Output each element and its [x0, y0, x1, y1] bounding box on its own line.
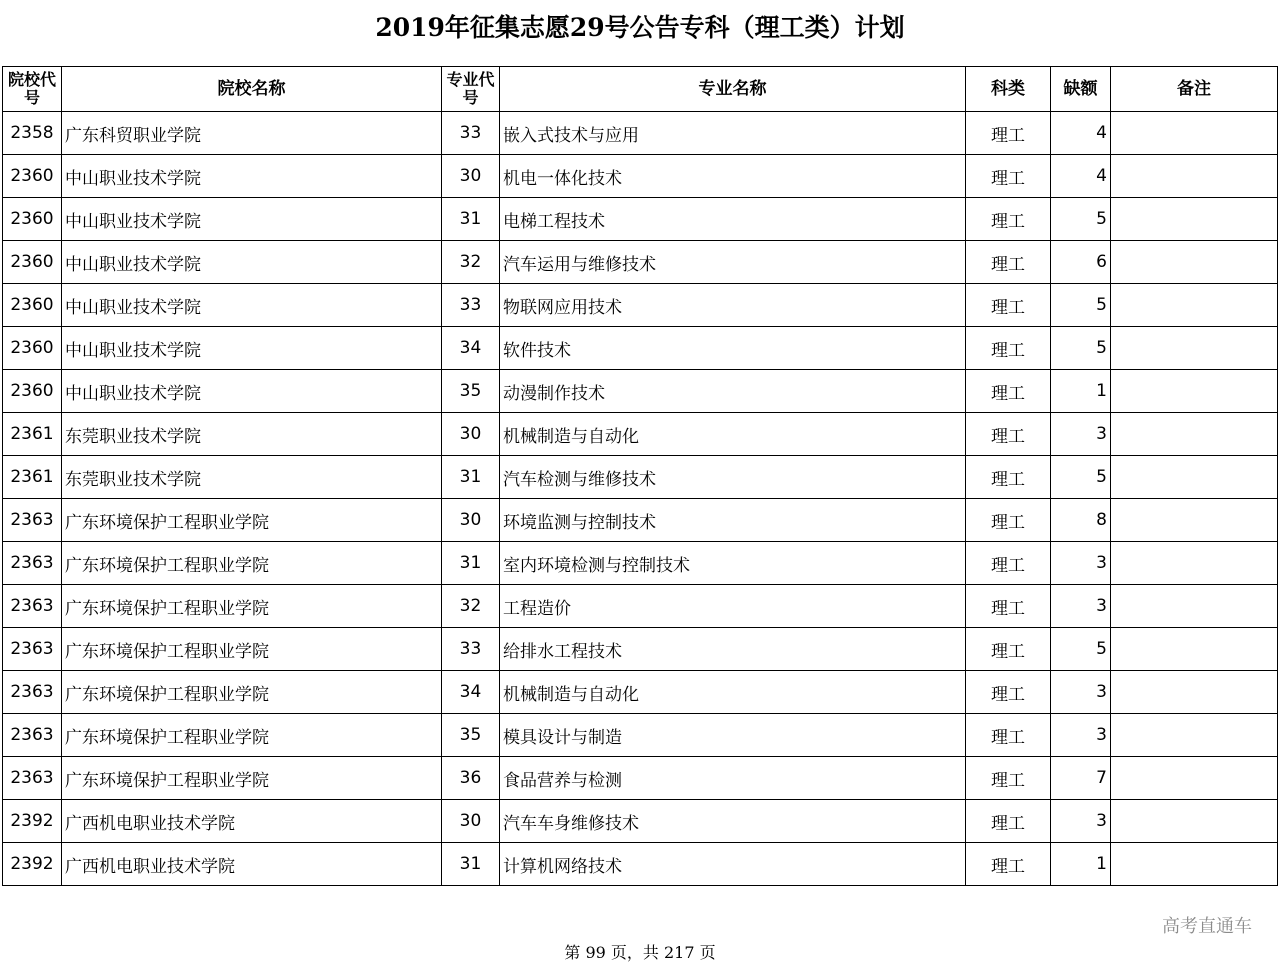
table-row	[3, 241, 1278, 284]
header-major-code: 专业代号	[442, 67, 500, 112]
cell-category: 理工	[966, 542, 1051, 585]
cell-note	[1111, 800, 1278, 843]
cell-major-name: 机械制造与自动化	[500, 671, 966, 714]
cell-major-name: 食品营养与检测	[500, 757, 966, 800]
table-row	[3, 585, 1278, 628]
cell-note	[1111, 628, 1278, 671]
cell-school-name: 广东环境保护工程职业学院	[62, 542, 442, 585]
cell-category: 理工	[966, 241, 1051, 284]
cell-note	[1111, 585, 1278, 628]
cell-category: 理工	[966, 112, 1051, 155]
cell-major-code: 34	[442, 327, 500, 370]
cell-school-code: 2360	[3, 241, 62, 284]
cell-school-name: 广东科贸职业学院	[62, 112, 442, 155]
table-row	[3, 542, 1278, 585]
cell-category: 理工	[966, 800, 1051, 843]
table-row	[3, 284, 1278, 327]
plan-table	[2, 66, 1278, 886]
cell-category: 理工	[966, 370, 1051, 413]
cell-quota: 3	[1051, 542, 1111, 585]
table-row	[3, 800, 1278, 843]
page-title: 2019年征集志愿29号公告专科（理工类）计划	[375, 13, 905, 42]
cell-school-code: 2363	[3, 542, 62, 585]
cell-category: 理工	[966, 327, 1051, 370]
cell-note	[1111, 198, 1278, 241]
cell-school-code: 2360	[3, 198, 62, 241]
cell-major-name: 给排水工程技术	[500, 628, 966, 671]
cell-school-code: 2363	[3, 628, 62, 671]
cell-quota: 3	[1051, 714, 1111, 757]
cell-quota: 4	[1051, 155, 1111, 198]
table-row	[3, 413, 1278, 456]
cell-major-code: 36	[442, 757, 500, 800]
table-row	[3, 628, 1278, 671]
cell-note	[1111, 757, 1278, 800]
cell-quota: 3	[1051, 413, 1111, 456]
cell-note	[1111, 671, 1278, 714]
cell-quota: 5	[1051, 284, 1111, 327]
cell-school-name: 中山职业技术学院	[62, 198, 442, 241]
cell-quota: 3	[1051, 671, 1111, 714]
table-row	[3, 456, 1278, 499]
cell-school-name: 广东环境保护工程职业学院	[62, 628, 442, 671]
cell-major-name: 汽车检测与维修技术	[500, 456, 966, 499]
table-row	[3, 112, 1278, 155]
cell-school-code: 2361	[3, 413, 62, 456]
cell-school-code: 2360	[3, 370, 62, 413]
cell-school-name: 中山职业技术学院	[62, 370, 442, 413]
cell-category: 理工	[966, 843, 1051, 886]
cell-quota: 4	[1051, 112, 1111, 155]
cell-note	[1111, 370, 1278, 413]
cell-note	[1111, 843, 1278, 886]
cell-major-name: 嵌入式技术与应用	[500, 112, 966, 155]
cell-note	[1111, 155, 1278, 198]
cell-school-name: 广东环境保护工程职业学院	[62, 757, 442, 800]
table-row	[3, 198, 1278, 241]
cell-school-name: 东莞职业技术学院	[62, 456, 442, 499]
cell-major-code: 31	[442, 542, 500, 585]
watermark: 高考直通车	[1162, 916, 1252, 937]
cell-school-code: 2392	[3, 843, 62, 886]
table-header	[3, 67, 1278, 112]
cell-note	[1111, 327, 1278, 370]
cell-major-code: 31	[442, 456, 500, 499]
header-note: 备注	[1111, 67, 1278, 112]
cell-note	[1111, 456, 1278, 499]
header-major-name: 专业名称	[500, 67, 966, 112]
cell-school-name: 广西机电职业技术学院	[62, 843, 442, 886]
table-row	[3, 155, 1278, 198]
cell-major-code: 33	[442, 628, 500, 671]
cell-school-code: 2363	[3, 757, 62, 800]
cell-school-code: 2358	[3, 112, 62, 155]
cell-school-name: 广东环境保护工程职业学院	[62, 671, 442, 714]
cell-major-name: 动漫制作技术	[500, 370, 966, 413]
cell-school-code: 2361	[3, 456, 62, 499]
table-row	[3, 671, 1278, 714]
cell-major-code: 33	[442, 112, 500, 155]
cell-school-code: 2363	[3, 671, 62, 714]
cell-major-code: 32	[442, 241, 500, 284]
cell-major-name: 物联网应用技术	[500, 284, 966, 327]
cell-school-name: 中山职业技术学院	[62, 284, 442, 327]
header-row	[3, 67, 1278, 112]
cell-school-code: 2363	[3, 714, 62, 757]
table-row	[3, 499, 1278, 542]
cell-note	[1111, 413, 1278, 456]
cell-note	[1111, 499, 1278, 542]
cell-school-name: 广西机电职业技术学院	[62, 800, 442, 843]
cell-note	[1111, 241, 1278, 284]
cell-school-code: 2363	[3, 499, 62, 542]
cell-major-code: 30	[442, 413, 500, 456]
cell-quota: 1	[1051, 370, 1111, 413]
cell-quota: 5	[1051, 628, 1111, 671]
cell-quota: 5	[1051, 456, 1111, 499]
cell-quota: 7	[1051, 757, 1111, 800]
cell-category: 理工	[966, 284, 1051, 327]
cell-major-code: 33	[442, 284, 500, 327]
cell-major-code: 30	[442, 800, 500, 843]
header-school-code: 院校代号	[3, 67, 62, 112]
cell-major-code: 31	[442, 843, 500, 886]
page-footer: 第 99 页，共 217 页	[564, 943, 716, 962]
cell-quota: 3	[1051, 585, 1111, 628]
cell-school-name: 广东环境保护工程职业学院	[62, 714, 442, 757]
cell-major-code: 34	[442, 671, 500, 714]
cell-major-name: 电梯工程技术	[500, 198, 966, 241]
cell-school-code: 2363	[3, 585, 62, 628]
cell-category: 理工	[966, 714, 1051, 757]
cell-category: 理工	[966, 198, 1051, 241]
cell-major-name: 工程造价	[500, 585, 966, 628]
cell-school-name: 广东环境保护工程职业学院	[62, 585, 442, 628]
cell-category: 理工	[966, 757, 1051, 800]
cell-major-code: 32	[442, 585, 500, 628]
cell-note	[1111, 542, 1278, 585]
cell-school-name: 东莞职业技术学院	[62, 413, 442, 456]
cell-major-code: 35	[442, 370, 500, 413]
cell-note	[1111, 284, 1278, 327]
header-quota: 缺额	[1051, 67, 1111, 112]
cell-major-code: 35	[442, 714, 500, 757]
cell-school-name: 中山职业技术学院	[62, 241, 442, 284]
cell-school-name: 中山职业技术学院	[62, 155, 442, 198]
cell-quota: 3	[1051, 800, 1111, 843]
cell-school-name: 广东环境保护工程职业学院	[62, 499, 442, 542]
cell-quota: 5	[1051, 198, 1111, 241]
cell-major-name: 计算机网络技术	[500, 843, 966, 886]
cell-school-code: 2360	[3, 155, 62, 198]
cell-category: 理工	[966, 628, 1051, 671]
cell-school-name: 中山职业技术学院	[62, 327, 442, 370]
table-body	[3, 112, 1278, 886]
cell-major-name: 机械制造与自动化	[500, 413, 966, 456]
cell-major-name: 室内环境检测与控制技术	[500, 542, 966, 585]
table-row	[3, 843, 1278, 886]
header-school-name: 院校名称	[62, 67, 442, 112]
cell-note	[1111, 714, 1278, 757]
cell-major-name: 软件技术	[500, 327, 966, 370]
cell-quota: 8	[1051, 499, 1111, 542]
cell-school-code: 2392	[3, 800, 62, 843]
cell-category: 理工	[966, 499, 1051, 542]
table-row	[3, 757, 1278, 800]
cell-quota: 5	[1051, 327, 1111, 370]
cell-category: 理工	[966, 155, 1051, 198]
cell-major-name: 汽车运用与维修技术	[500, 241, 966, 284]
cell-school-code: 2360	[3, 327, 62, 370]
cell-major-name: 机电一体化技术	[500, 155, 966, 198]
table-row	[3, 327, 1278, 370]
cell-note	[1111, 112, 1278, 155]
cell-quota: 1	[1051, 843, 1111, 886]
cell-school-code: 2360	[3, 284, 62, 327]
header-category: 科类	[966, 67, 1051, 112]
cell-major-code: 30	[442, 155, 500, 198]
table-row	[3, 370, 1278, 413]
cell-category: 理工	[966, 456, 1051, 499]
cell-major-name: 汽车车身维修技术	[500, 800, 966, 843]
cell-major-code: 30	[442, 499, 500, 542]
table-row	[3, 714, 1278, 757]
cell-major-name: 模具设计与制造	[500, 714, 966, 757]
cell-major-code: 31	[442, 198, 500, 241]
cell-category: 理工	[966, 585, 1051, 628]
cell-quota: 6	[1051, 241, 1111, 284]
cell-category: 理工	[966, 671, 1051, 714]
cell-major-name: 环境监测与控制技术	[500, 499, 966, 542]
cell-category: 理工	[966, 413, 1051, 456]
